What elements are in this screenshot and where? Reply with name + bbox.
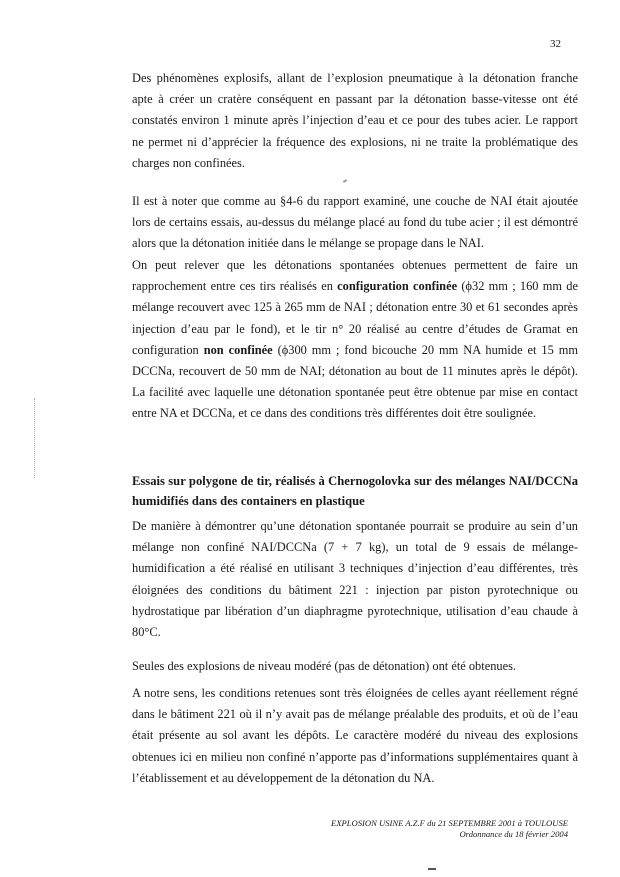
- text-run: (ϕ300 mm ; fond bicouche 20 mm NA humide et 15 mm DCCNa, recouvert de 50 mm de NAI; détonation au bout de 11 minutes après le dépôt). La facilité avec laquelle une détonation spontanée peut être obtenue par mise en contact entre NA et DCCNa, et ce dans des conditions très différentes doit être soulignée.: [132, 342, 578, 421]
- text-run: On peut relever que les détonations spontanées obtenues permettent de faire un rapprochement entre ces tirs réalisés en: [132, 258, 578, 294]
- footer-title: EXPLOSION USINE A.Z.F du 21 SEPTEMBRE 2001 à TOULOUSE: [331, 818, 568, 828]
- paragraph-test-description: [132, 516, 578, 643]
- scan-mark: [428, 868, 436, 870]
- paragraph-text: [132, 255, 578, 425]
- paragraph-nai-layer: [132, 191, 578, 255]
- paragraph-text: A notre sens, les conditions retenues sont très éloignées de celles ayant réellement régné dans le bâtiment 221 où il n’y avait pas de mélange préalable des produits, et où de l’eau était présente au sol avant les dépôts. Le caractère modéré du niveau des explosions obtenues ici en milieu non confiné n’apporte pas d’informations supplémentaires quant à l’établissement et au développement de la détonation du NA.: [132, 686, 578, 785]
- paragraph-results: [132, 656, 578, 677]
- bold-text-confined: configuration confinée: [337, 279, 458, 294]
- scan-mark: [343, 179, 347, 183]
- paragraph-text: Seules des explosions de niveau modéré (pas de détonation) ont été obtenues.: [132, 659, 517, 673]
- paragraph-text: De manière à démontrer qu’une détonation spontanée pourrait se produire au sein d’un mélange non confiné NAI/DCCNa (7 + 7 kg), un total de 9 essais de mélange-humidification a été réalisé en utilisant 3 techniques d’injection d’eau différentes, très éloignées des conditions du bâtiment 221 : injection par piston pyrotechnique ou hydrostatique par libération d’un diaphragme pyrotechnique, utilisation d’eau chaude à 80°C.: [132, 519, 578, 640]
- paragraph-text: Il est à noter que comme au §4-6 du rapport examiné, une couche de NAI était ajoutée lors de certains essais, au-dessus du mélange placé au fond du tube acier ; il est démontré alors que la détonation initiée dans le mélange se propage dans le NAI.: [132, 194, 578, 251]
- paragraph-spontaneous-detonations: [132, 255, 578, 425]
- scan-margin-dots: [34, 398, 37, 478]
- footer-ordonnance: Ordonnance du 18 février 2004: [459, 829, 568, 839]
- document-footer: [300, 818, 568, 840]
- paragraph-conclusion: [132, 683, 578, 789]
- section-heading: Essais sur polygone de tir, réalisés à Chernogolovka sur des mélanges NAI/DCCNa humidifiés dans des containers en plastique: [132, 474, 578, 508]
- paragraph-explosive-phenomena: [132, 68, 578, 174]
- page-number: 32: [550, 38, 561, 50]
- text-run: (ϕ32 mm ; 160 mm de mélange recouvert avec 125 à 265 mm de NAI ; détonation entre 30 et 61 secondes après injection d’eau par le fond), et le tir n° 20 réalisé au centre d’études de Gramat en configuration: [132, 279, 578, 357]
- paragraph-text: Des phénomènes explosifs, allant de l’explosion pneumatique à la détonation franche apte à créer un cratère conséquent en passant par la détonation basse-vitesse ont été constatés environ 1 minute après l’injection d’eau et ce pour des tubes acier. Le rapport ne permet ni d’apprécier la fréquence des explosions, ni ne traite la problématique des charges non confinées.: [132, 71, 578, 170]
- bold-text-unconfined: non confinée: [203, 342, 273, 357]
